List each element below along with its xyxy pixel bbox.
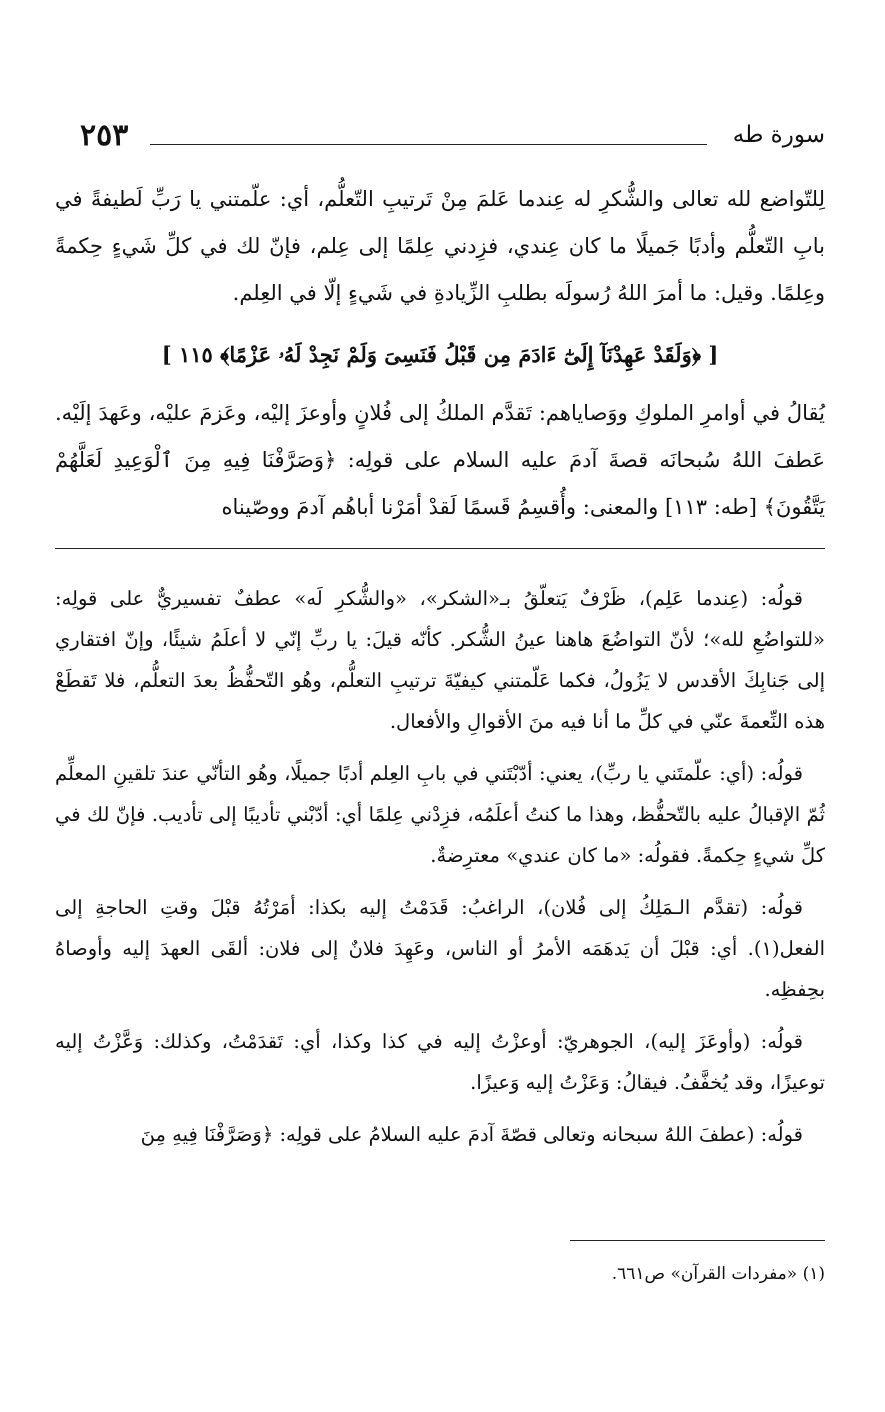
commentary-paragraph-4: قولُه: (وأوعَزَ إليه)، الجوهريّ: أوعزْتُ إليه في كذا وكذا، أي: تَقدَمْتُ، وكذلك: وَعَّزْتُ إليه توعيزًا، وقد يُخفَّفُ. فيقالُ: وَعَزْتُ إليه وَعيزًا.: [55, 1030, 825, 1094]
main-paragraph-2: يُقالُ في أوامرِ الملوكِ ووَصاياهم: تَقدَّم الملكُ إلى فُلانٍ وأوعزَ إليْه، وعَزمَ عليْه، وعَهدَ إلَيْه. عَطفَ اللهُ سُبحانَه قصةَ آدمَ عليه السلام على قولِه: ﴿وَصَرَّفْنَا فِيهِ مِنَ ٱلْوَعِيدِ لَعَلَّهُمْ يَتَّقُونَ﴾ [طه: ١١٣] والمعنى: وأُقسِمُ قَسمًا لَقدْ أمَرْنا أباهُم آدمَ ووصّيناه: [55, 401, 825, 519]
header-rule: [150, 144, 707, 145]
page-number: ٢٥٣: [80, 118, 129, 153]
footnote-rule: [570, 1240, 825, 1241]
commentary-paragraph-1: قولُه: (عِندما عَلِم)، ظَرْفٌ يَتعلّقُ بـ«الشكر»، «والشُّكرِ لَه» عطفٌ تفسيريٌّ على قولِه: «للتواضُعِ لله»؛ لأنّ التواضُعَ هاهنا عينُ الشُّكر. كأنّه قيلَ: يا ربِّ إنّي لا أعلَمُ شيئًا، وإنّ افتقاري إلى جَنابِكَ الأقدس لا يَزُولُ، فكما عَلّمتني كيفيّةَ ترتيبِ التعلُّم، وهُو التّحفُّظُ بعدَ التعلُّم، فلا تَقطَعْ هذه النِّعمةَ عنّي في كلِّ ما أنا فيه منَ الأقوالِ والأفعال.: [55, 587, 825, 733]
page-header: [80, 118, 825, 158]
commentary-paragraph-2: قولُه: (أي: علّمتَني يا ربِّ)، يعني: أدّبْتَني في بابِ العِلم أدبًا جميلًا، وهُو التأنّي عندَ تلقينِ المعلِّم ثُمّ الإقبالُ عليه بالتّحفُّظ، وهذا ما كنتُ أعلَمُه، فزِدْني عِلمًا أي: أدّبْني تأديبًا إلى تأديب. فإنّ لك في كلِّ شيءٍ حِكمةً. فقولُه: «ما كان عندي» معترِضةٌ.: [55, 762, 825, 867]
footnote: (١) «مفردات القرآن» ص٦٦١.: [611, 1264, 825, 1284]
main-paragraph-1: لِلتّواضع لله تعالى والشُّكرِ له عِندما عَلمَ مِنْ تَرتيبِ التّعلُّم، أي: علّمتني يا رَبِّ لَطيفةً في بابِ التّعلُّم وأدبًا جَميلًا ما كان عِندي، فزِدني عِلمًا إلى عِلم، فإنّ لك في كلِّ شَيءٍ حِكمةً وعِلمًا. وقيل: ما أمرَ اللهُ رُسولَه بطلبِ الزِّيادةِ في شَيءٍ إلّا في العِلم.: [55, 187, 825, 305]
commentary: [55, 578, 825, 1166]
commentary-paragraph-5: قولُه: (عطفَ اللهُ سبحانه وتعالى قصّةَ آدمَ عليه السلامُ على قولِه: ﴿وَصَرَّفْنَا فِيهِ مِنَ: [140, 1123, 803, 1146]
main-text: [55, 176, 825, 531]
surah-title: سورة طه: [732, 122, 825, 148]
quran-verse: [ ﴿وَلَقَدْ عَهِدْنَآ إِلَىٰٓ ءَادَمَ مِن قَبْلُ فَنَسِىَ وَلَمْ نَجِدْ لَهُۥ عَزْمًا﴾ ١١٥ ]: [161, 342, 719, 367]
section-divider: [55, 548, 825, 549]
commentary-paragraph-3: قولُه: (تقدَّم الـمَلِكُ إلى فُلان)، الراغبُ: قَدَمْتُ إليه بكذا: أمَرْتُهُ قبْلَ وقتِ الحاجةِ إلى الفعل(١). أي: قبْلَ أن يَدهَمَه الأمرُ أو الناس، وعَهِدَ فلانٌ إلى فلان: ألقَى العهدَ إليه وأوصاهُ بحِفظِه.: [55, 896, 825, 1001]
